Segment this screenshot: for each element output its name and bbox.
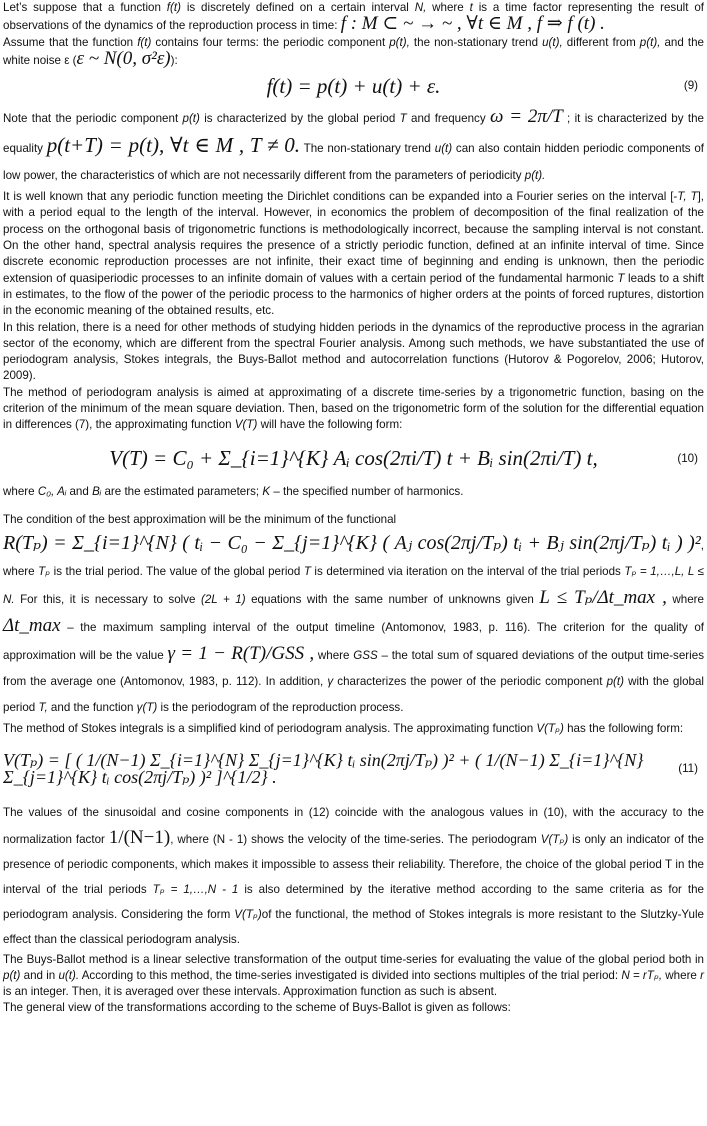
inline-math-gamma: γ = 1 − R(T)/GSS , — [167, 643, 315, 665]
paragraph-periodogram: The method of periodogram analysis is aimed at approximating of a discrete time-series by a trigonometric function, basing on the criterion of the minimum of the mean square deviation. Then, based on the trigonometric form of the solution for the differential equation in differences (7), the approximating function V(T) will have the following form: — [3, 385, 704, 432]
paragraph-normalization: The values of the sinusoidal and cosine components in (12) coincide with the analogous values in (10), with the accuracy to the normalization factor 1/(N−1), where (N - 1) shows the velocity of the time-series. The periodogram V(Tₚ) is only an indicator of the presence of periodic components, which makes it impossible to assess their reliability. Therefore, the choice of the global period T in the interval of the trial periods Tₚ = 1,…,N - 1 is also determined by the iterative method according to the same criteria as for the periodogram analysis. Considering the form V(Tₚ)of the functional, the method of Stokes integrals is more resistant to the Slutzky-Yule effect than the classical periodogram analysis. — [3, 805, 704, 946]
equation-9 — [3, 69, 704, 103]
paragraph-fourier: It is well known that any periodic function meeting the Dirichlet conditions can be expanded into a Fourier series on the interval [-T, T], with a period equal to the length of the interval. However, in economics the problem of decomposition of the final realization of the process on the orthogonal basis of trigonometric functions is methodologically incorrect, because the sampling interval is not constant. On the other hand, spectral analysis requires the presence of a strictly periodic function, defined at an infinite interval of time. Since discrete economic reproduction processes are not infinite, their exact time of beginning and ending is unknown, then the periodic extension of quasiperiodic processes to an infinite domain of values with a certain period of the fundamental harmonic T leads to a shift in estimates, to the flow of the power of the periodic process to the harmonics of higher orders at the points of forced ruptures, distortion in the economic meaning of the obtained results, etc. — [3, 190, 705, 318]
paragraph-function-definition: Let’s suppose that a function f(t) is discretely defined on a certain interval N, where t is a time factor representing the result of observations of the dynamics of the reproduction process in time: f : M ⊂ ~ → ~ , ∀t ∈ M , f ⇒ f (t) . — [3, 1, 704, 35]
paragraph-buys-ballot: The Buys-Ballot method is a linear selective transformation of the output time-series for evaluating the value of the global period both in p(t) and in u(t). According to this method, the time-series investigated is divided into sections multiples of the trial period: N = rTₚ, where r is an integer. Then, it is averaged over these intervals. Approximation function as such is absent. — [3, 952, 704, 999]
inline-math-delta-t: Δt_max — [3, 615, 61, 637]
paragraph-stokes: The method of Stokes integrals is a simplified kind of periodogram analysis. The approximating function V(Tₚ) has the following form: — [3, 722, 684, 736]
equation-10-body: V(T) = C₀ + Σ_{i=1}^{K} Aᵢ cos(2πi/T) t + Bᵢ sin(2πi/T) t, — [109, 446, 598, 471]
paragraph-functional: R(Tₚ) = Σ_{i=1}^{N} ( tᵢ − C₀ − Σ_{j=1}^{K} ( Aⱼ cos(2πj/Tₚ) tᵢ + Bⱼ sin(2πj/Tₚ) tᵢ ) )², where Tₚ is the trial period. The value of the global period T is determined via iteration on the interval of the trial periods Tₚ = 1,…,L, L ≤ N. For this, it is necessary to solve (2L + 1) equations with the same number of unknowns given L ≤ Tₚ/Δt_max , where Δt_max – the maximum sampling interval of the output timeline (Antomonov, 1983, p. 116). The criterion for the quality of approximation will be the value γ = 1 − R(T)/GSS , where GSS – the total sum of squared deviations of the output time-series from the average one (Antomonov, 1983, p. 112). In addition, γ characterizes the power of the periodic component p(t) with the global period T, and the function γ(T) is the periodogram of the reproduction process. — [3, 532, 704, 715]
equation-10 — [3, 434, 704, 484]
paragraph-periodic-component: Note that the periodic component p(t) is characterized by the global period T and frequency ω = 2π/T ; it is characterized by the equality p(t+T) = p(t), ∀t ∈ M , T ≠ 0. The non-stationary trend u(t) can also contain hidden periodic components of low power, the characteristics of which are not necessarily different from the parameters of periodicity p(t). — [3, 106, 705, 183]
paragraph-best-approximation: The condition of the best approximation will be the minimum of the functional — [3, 512, 397, 526]
paragraph-four-terms: Assume that the function f(t) contains four terms: the periodic component p(t), the non-stationary trend u(t), different from p(t), and the white noise ε (ε ~ N(0, σ²ε)): — [3, 35, 705, 69]
equation-11-body: V(Tₚ) = [ ( 1/(N−1) Σ_{i=1}^{N} Σ_{j=1}^{K} tᵢ sin(2πj/Tₚ) )² + ( 1/(N−1) Σ_{i=1}^{N} Σ_{j=1}^{K} tᵢ cos(2πj/Tₚ) )² ]^{1/2} . — [3, 750, 644, 787]
inline-math-frequency: ω = 2π/T — [489, 106, 563, 128]
equation-11 — [3, 738, 704, 800]
paragraph-parameters: where C₀, Aᵢ and Bᵢ are the estimated parameters; K – the specified number of harmonics. — [3, 484, 464, 498]
inline-math-trial-bound: L ≤ Tₚ/Δt_max , — [539, 587, 667, 609]
inline-math-mapping: f : M ⊂ ~ → ~ , ∀t ∈ M , f ⇒ f (t) . — [340, 13, 605, 35]
paragraph-general-view: The general view of the transformations according to the scheme of Buys-Ballot is given as follows: — [3, 1001, 511, 1015]
inline-math-normalization: 1/(N−1) — [108, 826, 171, 848]
equation-10-number: (10) — [677, 451, 698, 465]
equation-11-number: (11) — [678, 761, 698, 775]
inline-math-periodicity: p(t+T) = p(t), ∀t ∈ M , T ≠ 0. — [46, 133, 301, 158]
inline-math-noise: ε ~ N(0, σ²ε) — [76, 47, 171, 69]
equation-functional: R(Tₚ) = Σ_{i=1}^{N} ( tᵢ − C₀ − Σ_{j=1}^{K} ( Aⱼ cos(2πj/Tₚ) tᵢ + Bⱼ sin(2πj/Tₚ) tᵢ ) )² — [3, 532, 701, 555]
paragraph-other-methods: In this relation, there is a need for other methods of studying hidden periods in the dynamics of the reproductive process in the agrarian sector of the economy, which are different from the spectral Fourier analysis. Among such methods, we have substantiated the use of periodogram analysis, Stokes integrals, the Buys-Ballot method and autocorrelation functions (Hutorov & Pogorelov, 2006; Hutorov, 2009). — [3, 320, 704, 383]
equation-9-number: (9) — [683, 79, 698, 93]
equation-9-body: f(t) = p(t) + u(t) + ε. — [266, 74, 441, 99]
